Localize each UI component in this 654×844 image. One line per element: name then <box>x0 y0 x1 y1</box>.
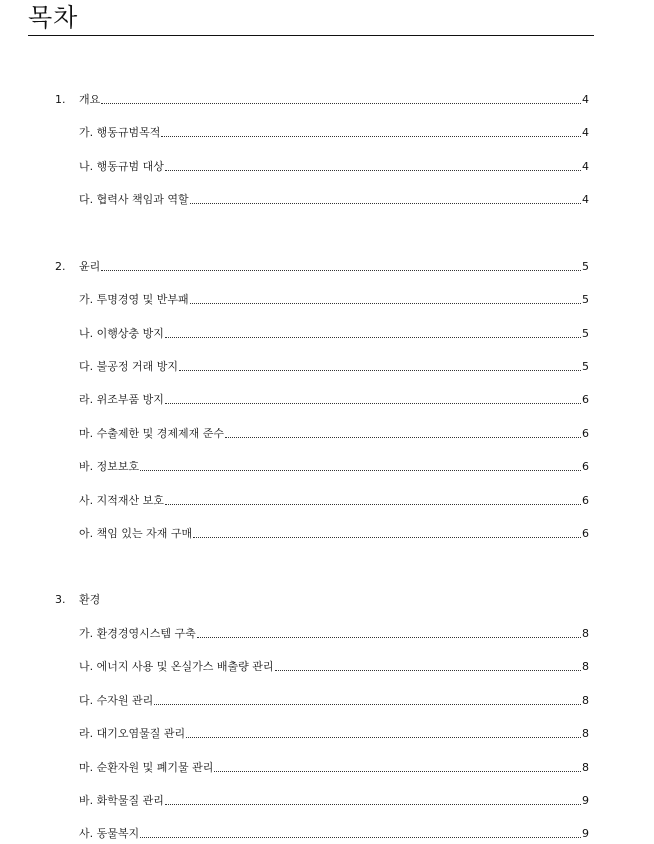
page-number: 6 <box>582 527 589 540</box>
page-number: 4 <box>582 160 589 173</box>
item-title: 나. 행동규범 대상 <box>79 160 164 173</box>
toc-item-3-7[interactable] <box>79 825 589 841</box>
page-number: 4 <box>582 126 589 139</box>
dot-leader <box>101 103 581 104</box>
page-number: 6 <box>582 494 589 507</box>
item-title: 가. 행동규범목적 <box>79 126 161 139</box>
toc-item-3-5[interactable] <box>79 759 589 775</box>
dot-leader <box>165 337 581 338</box>
page-number: 5 <box>582 327 589 340</box>
section-number: 2. <box>55 260 66 273</box>
toc-item-3-4[interactable] <box>79 725 589 741</box>
page-number: 5 <box>582 293 589 306</box>
dot-leader <box>165 504 581 505</box>
page-number: 8 <box>582 660 589 673</box>
dot-leader <box>165 170 581 171</box>
toc-section-3[interactable] <box>55 591 589 607</box>
toc-item-2-2[interactable] <box>79 325 589 341</box>
dot-leader <box>275 670 582 671</box>
toc-item-1-3[interactable] <box>79 191 589 207</box>
toc-item-2-5[interactable] <box>79 425 589 441</box>
item-title: 마. 순환자원 및 폐기물 관리 <box>79 761 214 774</box>
section-title: 윤리 <box>79 260 101 273</box>
item-title: 가. 투명경영 및 반부패 <box>79 293 189 306</box>
item-title: 라. 대기오염물질 관리 <box>79 727 186 740</box>
page-number: 8 <box>582 761 589 774</box>
section-title: 개요 <box>79 93 101 106</box>
dot-leader <box>214 771 581 772</box>
toc-item-3-2[interactable] <box>79 658 589 674</box>
item-title: 가. 환경경영시스템 구축 <box>79 627 196 640</box>
page-number: 9 <box>582 827 589 840</box>
toc-item-2-8[interactable] <box>79 525 589 541</box>
section-title: 환경 <box>79 593 101 606</box>
page-number: 4 <box>582 193 589 206</box>
dot-leader <box>190 303 581 304</box>
toc-item-1-2[interactable] <box>79 158 589 174</box>
dot-leader <box>165 403 581 404</box>
dot-leader <box>225 437 581 438</box>
dot-leader <box>161 136 581 137</box>
page-number: 6 <box>582 393 589 406</box>
toc-item-3-6[interactable] <box>79 792 589 808</box>
page-number: 9 <box>582 794 589 807</box>
toc-item-3-1[interactable] <box>79 625 589 641</box>
item-title: 바. 정보보호 <box>79 460 140 473</box>
dot-leader <box>186 737 581 738</box>
dot-leader <box>101 270 581 271</box>
item-title: 바. 화학물질 관리 <box>79 794 164 807</box>
title-underline <box>28 35 594 36</box>
page-number: 6 <box>582 427 589 440</box>
page-number: 5 <box>582 260 589 273</box>
page-number: 8 <box>582 627 589 640</box>
dot-leader <box>190 203 581 204</box>
dot-leader <box>197 637 581 638</box>
section-number: 1. <box>55 93 66 106</box>
toc-item-3-3[interactable] <box>79 692 589 708</box>
toc-item-1-1[interactable] <box>79 124 589 140</box>
item-title: 나. 에너지 사용 및 온실가스 배출량 관리 <box>79 660 274 673</box>
toc-section-2[interactable] <box>55 258 589 274</box>
page-number: 6 <box>582 460 589 473</box>
section-number: 3. <box>55 593 66 606</box>
toc-item-2-4[interactable] <box>79 391 589 407</box>
item-title: 사. 동물복지 <box>79 827 140 840</box>
toc-item-2-3[interactable] <box>79 358 589 374</box>
dot-leader <box>140 470 581 471</box>
dot-leader <box>140 837 581 838</box>
item-title: 라. 위조부품 방지 <box>79 393 164 406</box>
item-title: 나. 이행상충 방지 <box>79 327 164 340</box>
dot-leader <box>193 537 581 538</box>
toc-item-2-6[interactable] <box>79 458 589 474</box>
page-number: 8 <box>582 694 589 707</box>
item-title: 아. 책임 있는 자재 구매 <box>79 527 193 540</box>
item-title: 사. 지적재산 보호 <box>79 494 164 507</box>
item-title: 마. 수출제한 및 경제제재 준수 <box>79 427 224 440</box>
page-number: 5 <box>582 360 589 373</box>
dot-leader <box>165 804 581 805</box>
toc-item-2-7[interactable] <box>79 492 589 508</box>
item-title: 다. 협력사 책임과 역할 <box>79 193 189 206</box>
toc-section-1[interactable] <box>55 91 589 107</box>
page-number: 4 <box>582 93 589 106</box>
toc-item-2-1[interactable] <box>79 291 589 307</box>
dot-leader <box>179 370 581 371</box>
page-number: 8 <box>582 727 589 740</box>
item-title: 다. 수자원 관리 <box>79 694 154 707</box>
item-title: 다. 불공정 거래 방지 <box>79 360 178 373</box>
page-title: 목차 <box>28 3 79 32</box>
dot-leader <box>154 704 581 705</box>
